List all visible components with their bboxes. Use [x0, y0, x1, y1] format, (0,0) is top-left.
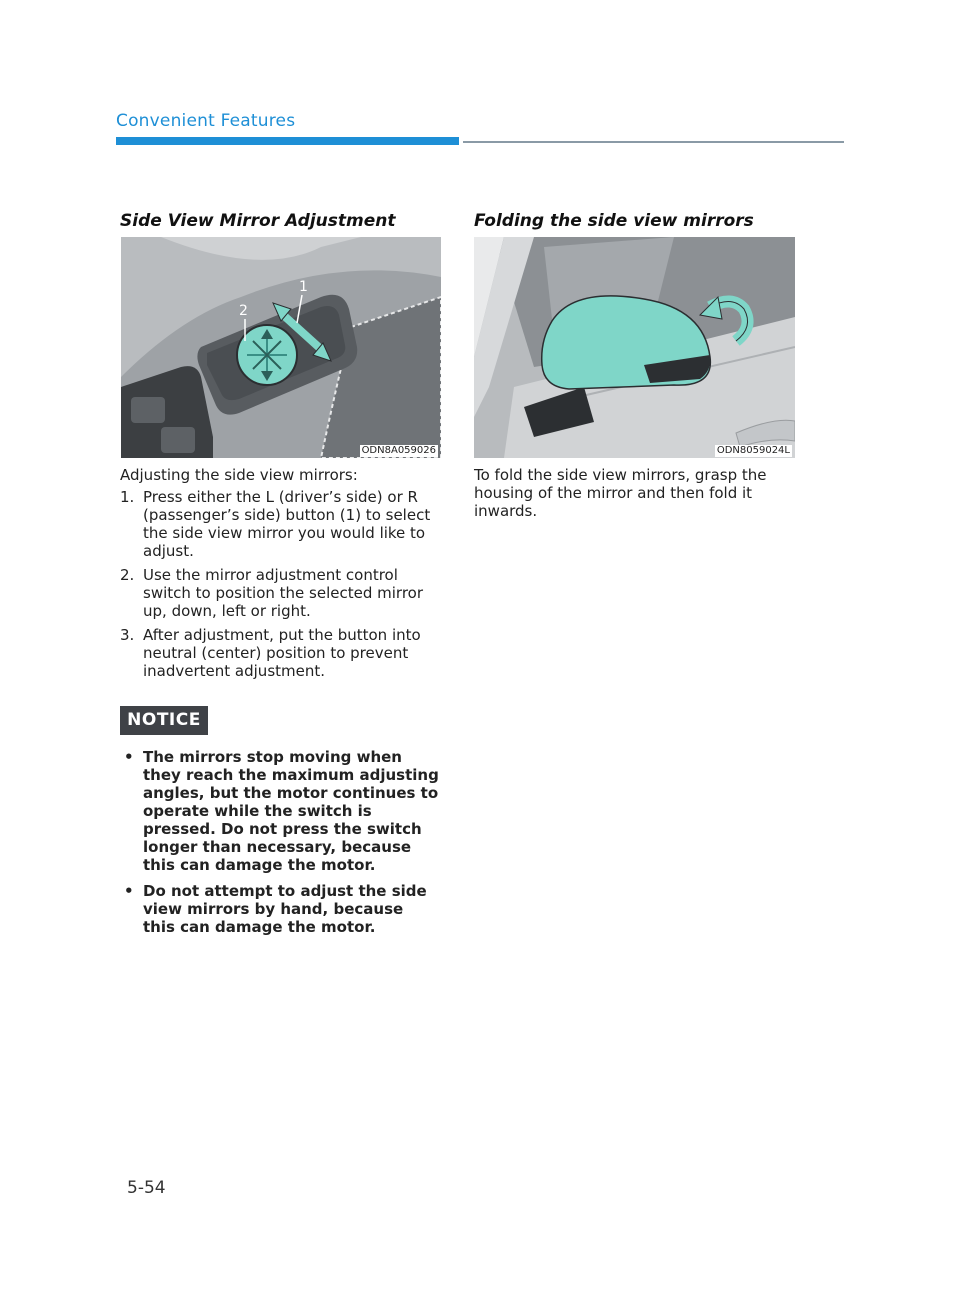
section-title: Convenient Features	[116, 111, 296, 131]
notice-item: • The mirrors stop moving when they reach the maximum adjusting angles, but the motor continues to operate while the switch is pressed. Do not press the switch longer than necessary, because this can damage the motor.	[124, 748, 439, 874]
mirror-switch-figure	[121, 237, 441, 458]
step-item: 2. Use the mirror adjustment control switch to position the selected mirror up, down, left or right.	[120, 566, 423, 620]
folding-mirrors-heading: Folding the side view mirrors	[474, 211, 754, 231]
step-item: 1. Press either the L (driver’s side) or R (passenger’s side) button (1) to select the side view mirror you would like to adjust.	[120, 488, 431, 560]
notice-item: • Do not attempt to adjust the side view mirrors by hand, because this can damage the motor.	[124, 882, 427, 936]
figure-code: ODN8059024L	[716, 445, 790, 456]
notice-list	[120, 748, 440, 944]
folding-mirrors-text: To fold the side view mirrors, grasp the housing of the mirror and then fold it inwards.	[474, 466, 767, 520]
header-accent-bar	[116, 137, 459, 145]
callout-2-label: 2	[239, 303, 248, 319]
door-panel-illustration	[121, 237, 441, 458]
step-item: 3. After adjustment, put the button into neutral (center) position to prevent inadvertent adjustment.	[120, 626, 421, 680]
callout-1-label: 1	[299, 279, 308, 295]
page-number: 5-54	[127, 1178, 166, 1198]
mirror-adjustment-heading: Side View Mirror Adjustment	[120, 211, 396, 231]
header-divider	[463, 141, 844, 143]
intro-text: Adjusting the side view mirrors:	[120, 466, 358, 484]
steps-list	[120, 488, 442, 680]
mirror-fold-illustration	[474, 237, 795, 458]
mirror-adjustment-text	[120, 466, 442, 686]
notice-badge: NOTICE	[120, 706, 208, 735]
figure-code: ODN8A059026	[361, 445, 436, 456]
folding-mirror-figure	[474, 237, 795, 458]
